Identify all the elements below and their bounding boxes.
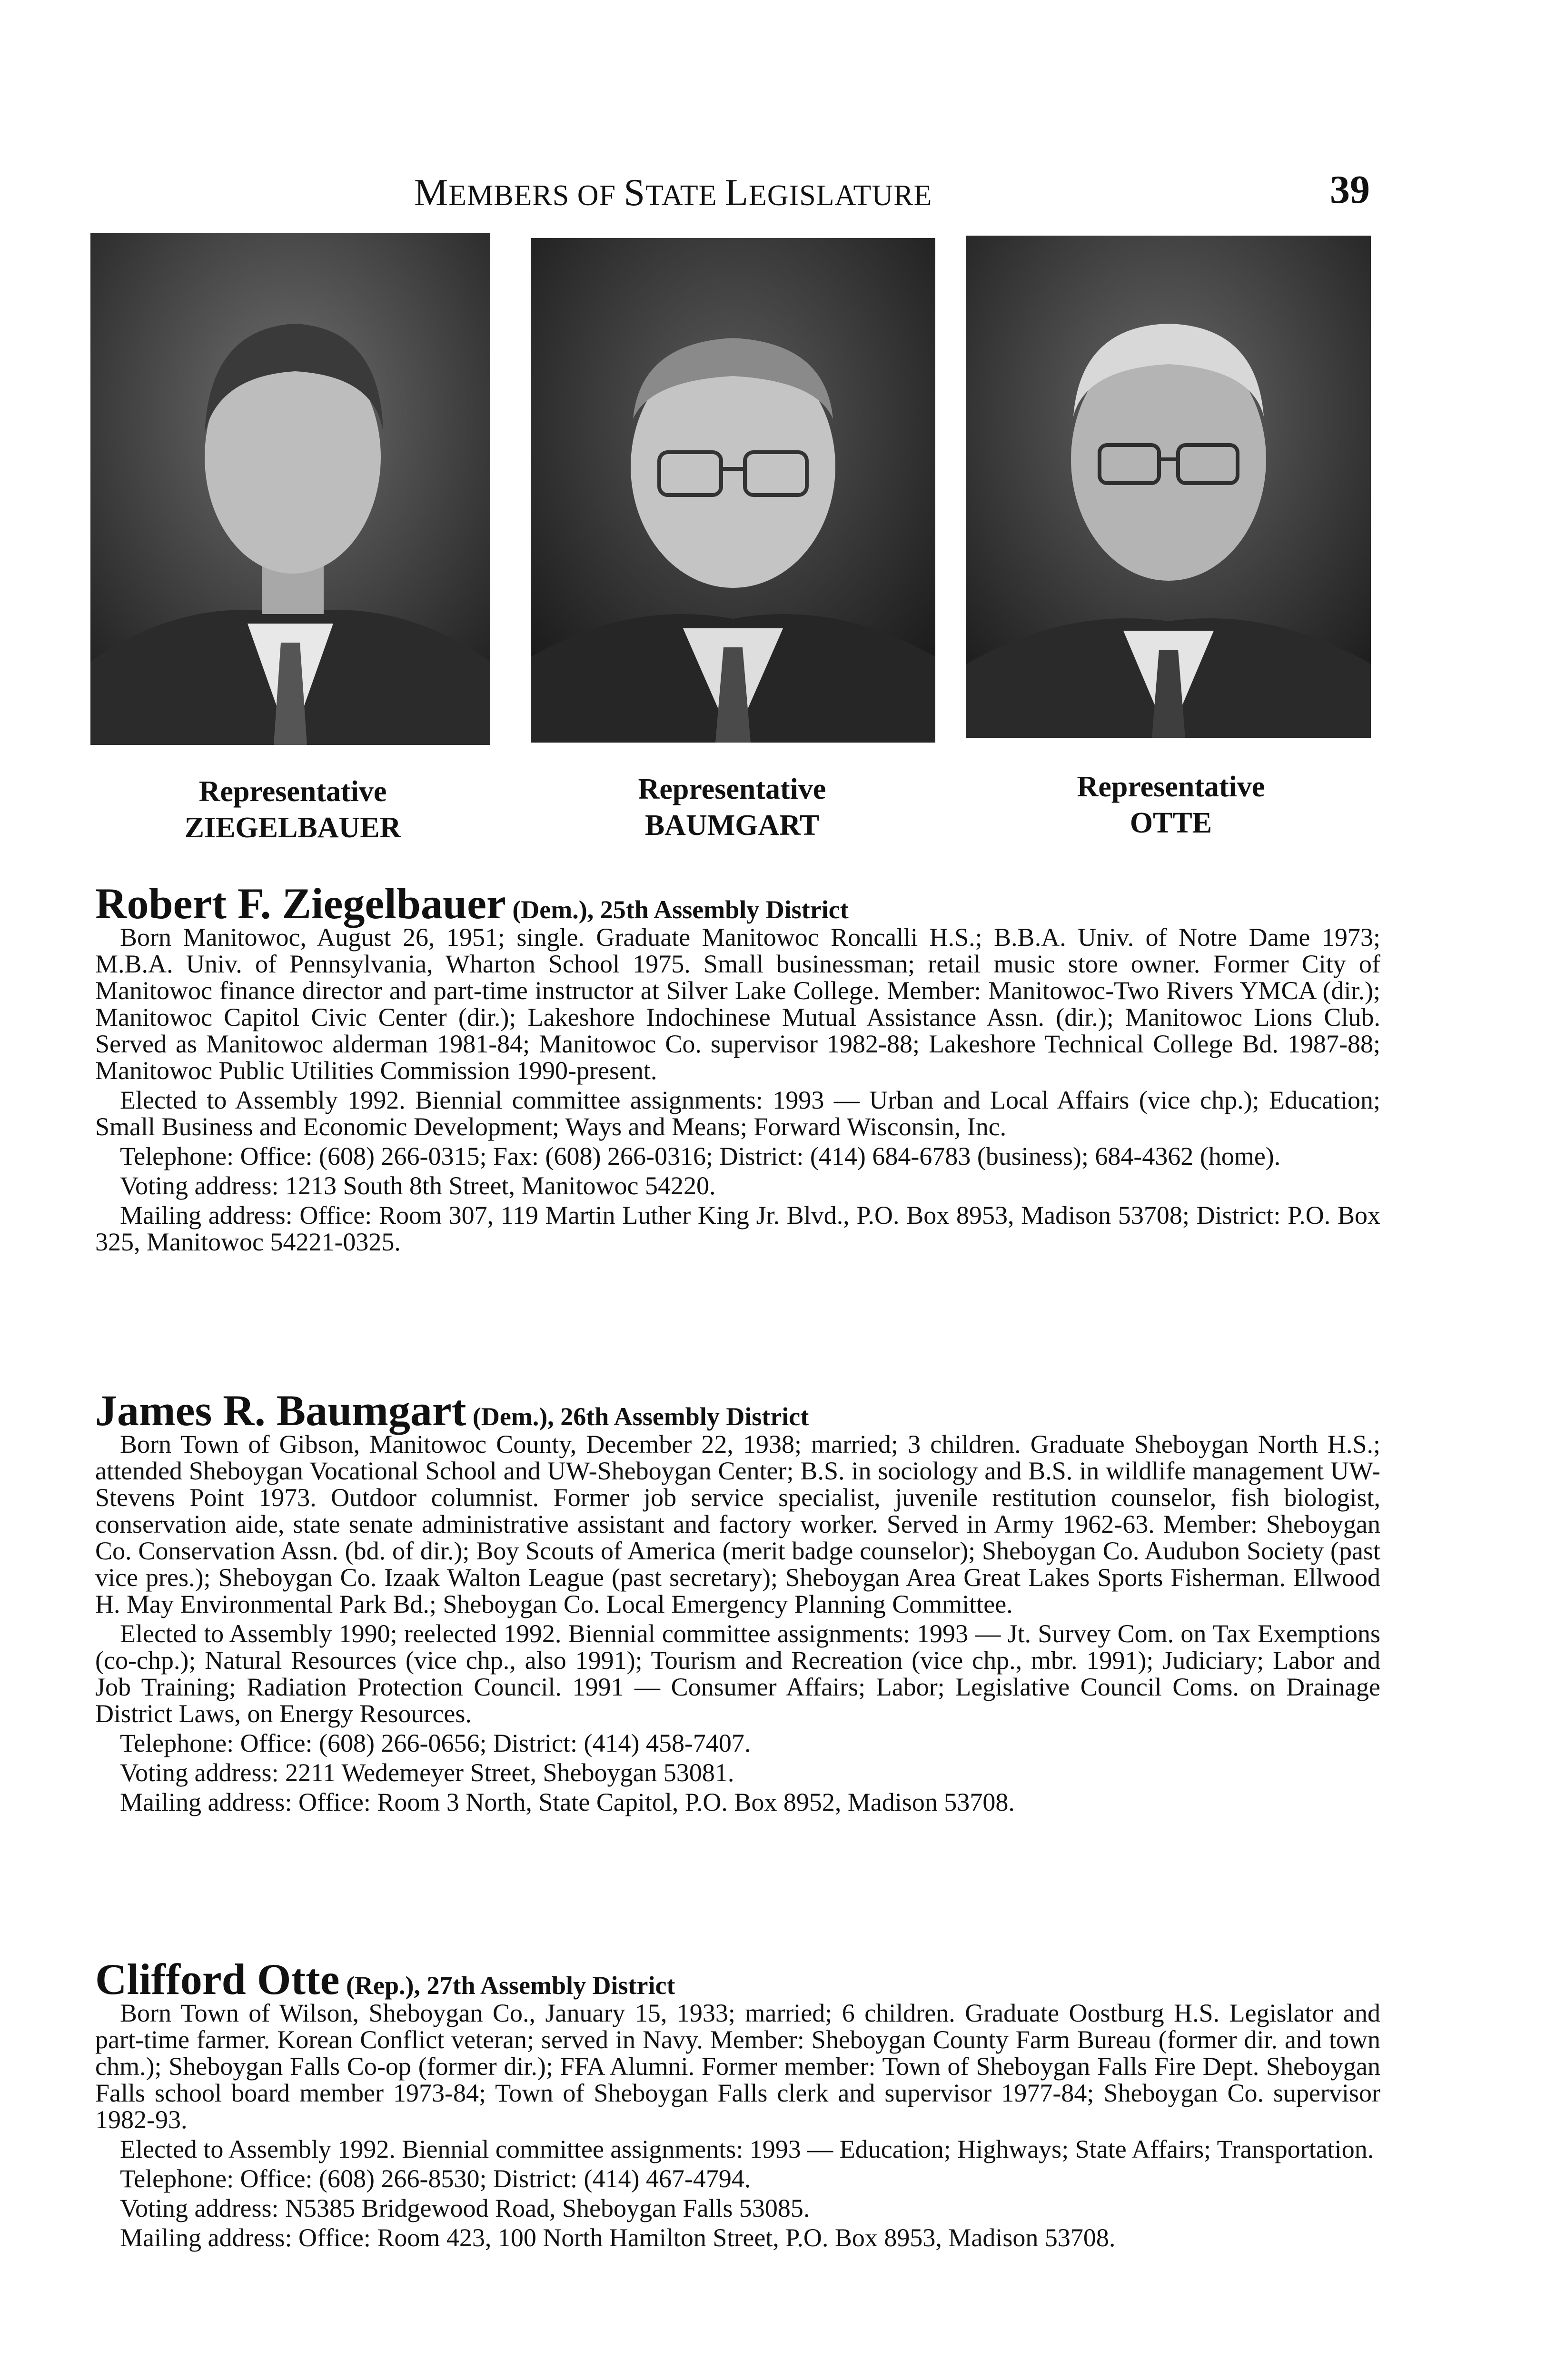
caption-role: Representative [1077, 771, 1265, 803]
member-name: Clifford Otte [95, 1955, 340, 2003]
bio-heading [95, 1386, 1380, 1435]
running-head-part: EGISLATURE [748, 179, 932, 212]
running-head-part: S [624, 172, 645, 214]
running-head-part: L [725, 172, 749, 214]
bio-heading [95, 1955, 1380, 2003]
running-head-part: M [414, 172, 449, 214]
bio-paragraph: Voting address: N5385 Bridgewood Road, Sheboygan Falls 53085. [120, 2194, 810, 2222]
running-head-part: EMBERS OF [448, 179, 624, 212]
party-district: (Dem.), 26th Assembly District [472, 1402, 809, 1431]
portrait-photo-otte [966, 236, 1371, 738]
page-number: 39 [1330, 168, 1370, 212]
photo-caption [565, 771, 899, 843]
party-district: (Dem.), 25th Assembly District [512, 895, 849, 924]
member-name: Robert F. Ziegelbauer [95, 879, 506, 928]
bio-paragraph: Born Manitowoc, August 26, 1951; single. Graduate Manitowoc Roncalli H.S.; B.B.A. Univ. of Notre Dame 1973; M.B.A. Univ. of Pennsylvania, Wharton School 1975. Small businessman; retail music store owner. Former City of Manitowoc finance director and part-time instructor at Silver Lake College. Member: Manitowoc-Two Rivers YMCA (dir.); Manitowoc Capitol Civic Center (dir.); Lakeshore Indochinese Mutual Assistance Assn. (dir.); Manitowoc Lions Club. Served as Manitowoc alderman 1981-84; Manitowoc Co. supervisor 1982-88; Lakeshore Technical College Bd. 1987-88; Manitowoc Public Utilities Commission 1990-present. [95, 923, 1380, 1085]
biography-otte [95, 1955, 1380, 2254]
biography-baumgart [95, 1386, 1380, 1818]
bio-paragraph: Voting address: 2211 Wedemeyer Street, Sheboygan 53081. [120, 1758, 734, 1787]
bio-paragraph: Elected to Assembly 1990; reelected 1992. Biennial committee assignments: 1993 — Jt. Survey Com. on Tax Exemptions (co-chp.); Natural Resources (vice chp., also 1991); Tourism and Recreation (vice chp., mbr. 1991); Judiciary; Labor and Job Training; Radiation Protection Council. 1991 — Consumer Affairs; Labor; Legislative Council Coms. on Drainage District Laws, on Energy Resources. [95, 1619, 1380, 1728]
portrait-photo-ziegelbauer [90, 233, 490, 745]
party-district: (Rep.), 27th Assembly District [346, 1971, 675, 2000]
bio-paragraph: Mailing address: Office: Room 3 North, State Capitol, P.O. Box 8952, Madison 53708. [120, 1788, 1015, 1816]
caption-role: Representative [638, 773, 826, 805]
bio-paragraph: Elected to Assembly 1992. Biennial committee assignments: 1993 — Urban and Local Affairs (vice chp.); Education; Small Business and Economic Development; Ways and Means; Forward Wisconsin, Inc. [95, 1086, 1380, 1141]
bio-paragraph: Mailing address: Office: Room 307, 119 Martin Luther King Jr. Blvd., P.O. Box 8953, Madison 53708; District: P.O. Box 325, Manitowoc 54221-0325. [95, 1201, 1380, 1256]
bio-paragraph: Telephone: Office: (608) 266-0656; District: (414) 458-7407. [120, 1729, 751, 1757]
caption-role: Representative [198, 775, 387, 808]
caption-name: OTTE [1130, 807, 1212, 839]
bio-heading [95, 879, 1380, 928]
bio-paragraph: Mailing address: Office: Room 423, 100 North Hamilton Street, P.O. Box 8953, Madison 53708. [120, 2223, 1116, 2252]
photo-caption [126, 774, 459, 846]
member-name: James R. Baumgart [95, 1386, 466, 1435]
biography-ziegelbauer [95, 879, 1380, 1258]
bio-paragraph: Elected to Assembly 1992. Biennial committee assignments: 1993 — Education; Highways; State Affairs; Transportation. [120, 2135, 1374, 2163]
caption-name: BAUMGART [644, 809, 820, 842]
bio-paragraph: Telephone: Office: (608) 266-0315; Fax: (608) 266-0316; District: (414) 684-6783 (business); 684-4362 (home). [120, 1142, 1281, 1170]
photo-caption [1004, 769, 1338, 841]
running-head [414, 171, 932, 215]
bio-paragraph: Born Town of Gibson, Manitowoc County, December 22, 1938; married; 3 children. Graduate Sheboygan North H.S.; attended Sheboygan Vocational School and UW-Sheboygan Center; B.S. in sociology and B.S. in wildlife management UW-Stevens Point 1973. Outdoor columnist. Former job service specialist, juvenile restitution counselor, fish biologist, conservation aide, state senate administrative assistant and factory worker. Served in Army 1962-63. Member: Sheboygan Co. Conservation Assn. (bd. of dir.); Boy Scouts of America (merit badge counselor); Sheboygan Co. Audubon Society (past vice pres.); Sheboygan Co. Izaak Walton League (past secretary); Sheboygan Area Great Lakes Sports Fisherman. Ellwood H. May Environmental Park Bd.; Sheboygan Co. Local Emergency Planning Committee. [95, 1430, 1380, 1618]
running-head-part: TATE [645, 179, 725, 212]
bio-paragraph: Born Town of Wilson, Sheboygan Co., January 15, 1933; married; 6 children. Graduate Oostburg H.S. Legislator and part-time farmer. Korean Conflict veteran; served in Navy. Member: Sheboygan County Farm Bureau (former dir. and town chm.); Sheboygan Falls Co-op (former dir.); FFA Alumni. Former member: Town of Sheboygan Falls Fire Dept. Sheboygan Falls school board member 1973-84; Town of Sheboygan Falls clerk and supervisor 1977-84; Sheboygan Co. supervisor 1982-93. [95, 1999, 1380, 2134]
bio-paragraph: Telephone: Office: (608) 266-8530; District: (414) 467-4794. [120, 2164, 751, 2193]
caption-name: ZIEGELBAUER [184, 812, 401, 844]
portrait-photo-baumgart [531, 238, 935, 743]
bio-paragraph: Voting address: 1213 South 8th Street, Manitowoc 54220. [120, 1171, 716, 1200]
